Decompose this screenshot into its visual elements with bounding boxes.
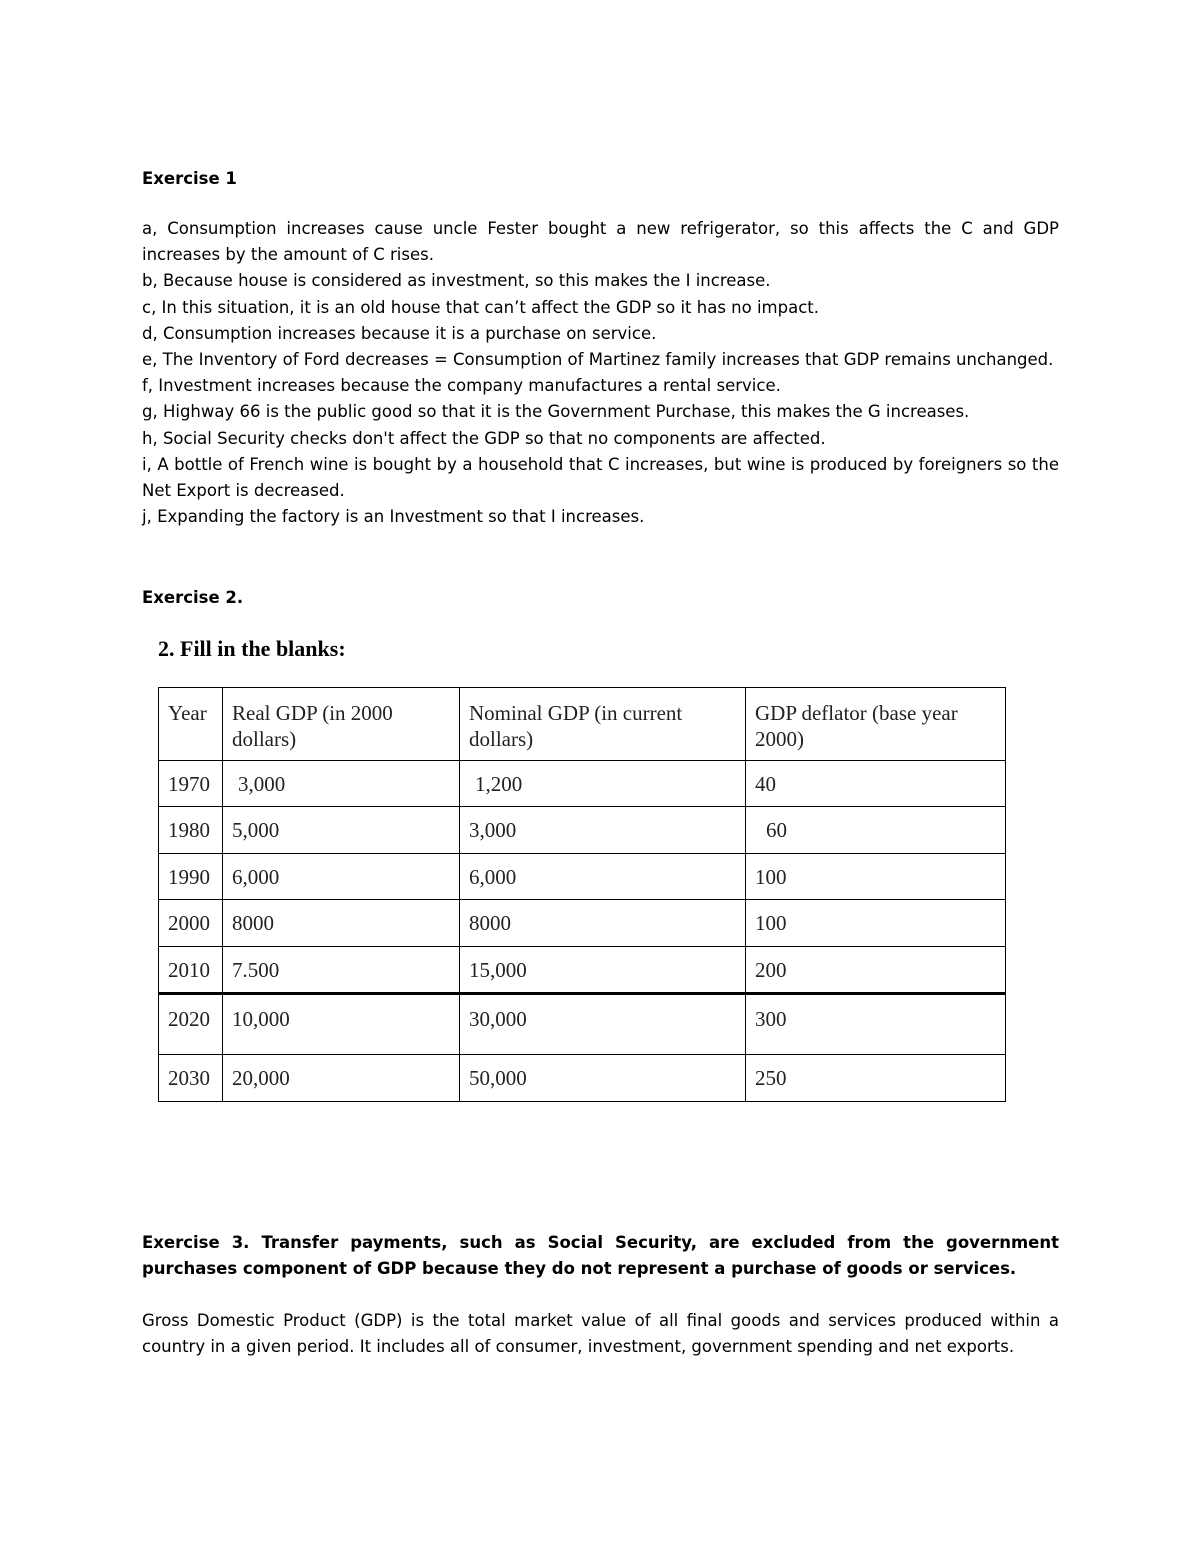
table-row — [159, 1055, 1006, 1102]
cell-nominal-gdp: 3,000 — [460, 807, 746, 854]
table-row — [159, 947, 1006, 994]
table-header-row — [159, 688, 1006, 761]
cell-year: 2020 — [159, 994, 223, 1055]
cell-nominal-gdp: 15,000 — [460, 947, 746, 994]
cell-gdp-deflator: 100 — [746, 854, 1006, 900]
exercise-1-title: Exercise 1 — [142, 169, 237, 188]
fill-in-blanks-title: 2. Fill in the blanks: — [158, 636, 346, 661]
cell-gdp-deflator: 250 — [746, 1055, 1006, 1102]
table-row — [159, 854, 1006, 900]
cell-nominal-gdp: 1,200 — [460, 761, 746, 807]
cell-nominal-gdp: 6,000 — [460, 854, 746, 900]
exercise-1-answers — [142, 216, 1059, 530]
header-year: Year — [159, 688, 223, 761]
exercise-3-text: Exercise 3. Transfer payments, such as Social Security, are excluded from the government purchases component of GDP because they do not represent a purchase of goods or services. — [142, 1233, 1059, 1279]
exercise-2-title: Exercise 2. — [142, 588, 244, 607]
cell-real-gdp: 5,000 — [223, 807, 460, 854]
answer-h: h, Social Security checks don't affect the GDP so that no components are affected. — [142, 428, 826, 448]
answer-b: b, Because house is considered as investment, so this makes the I increase. — [142, 271, 771, 291]
table-row — [159, 807, 1006, 854]
cell-gdp-deflator: 100 — [746, 900, 1006, 947]
cell-real-gdp: 3,000 — [223, 761, 460, 807]
answer-i: i, A bottle of French wine is bought by a household that C increases, but wine is produced by foreigners so the Net Export is decreased. — [142, 454, 1059, 501]
cell-year: 2000 — [159, 900, 223, 947]
cell-gdp-deflator: 300 — [746, 994, 1006, 1055]
cell-nominal-gdp: 8000 — [460, 900, 746, 947]
cell-gdp-deflator: 200 — [746, 947, 1006, 994]
header-gdp-deflator: GDP deflator (base year 2000) — [746, 688, 1006, 761]
table-row — [159, 900, 1006, 947]
cell-gdp-deflator: 40 — [746, 761, 1006, 807]
cell-nominal-gdp: 30,000 — [460, 994, 746, 1055]
cell-real-gdp: 10,000 — [223, 994, 460, 1055]
header-real-gdp: Real GDP (in 2000 dollars) — [223, 688, 460, 761]
gdp-definition: Gross Domestic Product (GDP) is the total market value of all final goods and services produced within a country in a given period. It includes all of consumer, investment, government spending and net exports. — [142, 1311, 1059, 1357]
answer-e: e, The Inventory of Ford decreases = Consumption of Martinez family increases that GDP remains unchanged. — [142, 350, 1054, 370]
table-row — [159, 994, 1006, 1055]
answer-c: c, In this situation, it is an old house that can’t affect the GDP so it has no impact. — [142, 297, 819, 317]
answer-j: j, Expanding the factory is an Investment so that I increases. — [142, 507, 645, 527]
cell-real-gdp: 8000 — [223, 900, 460, 947]
cell-year: 1970 — [159, 761, 223, 807]
gdp-table — [158, 687, 1006, 1102]
cell-real-gdp: 7.500 — [223, 947, 460, 994]
answer-d: d, Consumption increases because it is a purchase on service. — [142, 323, 657, 343]
cell-real-gdp: 6,000 — [223, 854, 460, 900]
cell-year: 2010 — [159, 947, 223, 994]
answer-g: g, Highway 66 is the public good so that it is the Government Purchase, this makes the G increases. — [142, 402, 970, 422]
cell-nominal-gdp: 50,000 — [460, 1055, 746, 1102]
cell-year: 1990 — [159, 854, 223, 900]
cell-year: 2030 — [159, 1055, 223, 1102]
cell-real-gdp: 20,000 — [223, 1055, 460, 1102]
answer-a: a, Consumption increases cause uncle Fester bought a new refrigerator, so this affects the C and GDP increases by the amount of C rises. — [142, 219, 1059, 265]
header-nominal-gdp: Nominal GDP (in current dollars) — [460, 688, 746, 761]
cell-gdp-deflator: 60 — [746, 807, 1006, 854]
answer-f: f, Investment increases because the company manufactures a rental service. — [142, 376, 781, 396]
table-row — [159, 761, 1006, 807]
cell-year: 1980 — [159, 807, 223, 854]
